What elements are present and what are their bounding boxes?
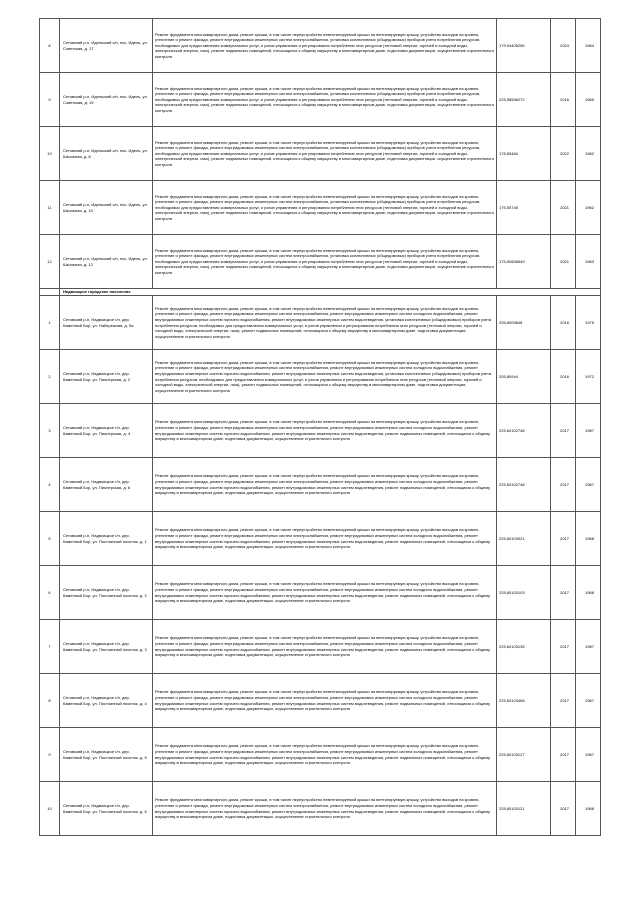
address-cell: Сетовский р-н, Идельский с/п, пос. Идель, ул. Советская, д. 19	[60, 73, 153, 127]
row-number-cell: 2	[40, 350, 60, 404]
build-year-cell: 1967	[576, 674, 601, 728]
cost-cell: 225,60102748	[497, 458, 551, 512]
cost-cell: 225,60103021	[497, 512, 551, 566]
works-cell: Ремонт фундамента многоквартирного дома, ремонт крыши, в том числе переустройство невентилируемой крыши на вентилируемую крышу, устройство выходов на кровлю, утепление и ремонт фасада, ремонт внутридомовых инженерных систем электроснабжения, установка коллективных (общедомовых) приборов учета потребления ресурсов, необходимых для предоставления коммунальных услуг, и узлов управления и регулирования потребления этих ресурсов (тепловой энергии, горячей и холодной воды, электрической энергии, газа), ремонт подвальных помещений, относящихся к общему имуществу в многоквартирном доме, подготовка документации, осуществление строительного контроля	[153, 181, 497, 235]
works-cell: Ремонт фундамента многоквартирного дома, ремонт крыши, в том числе переустройство невентилируемой крыши на вентилируемую крышу, устройство выходов на кровлю, утепление и ремонт фасада, ремонт внутридомовых инженерных систем электроснабжения, ремонт внутридомовых инженерных систем холодного водоснабжения, ремонт внутридомовых инженерных систем горячего водоснабжения, ремонт внутридомовых инженерных систем водоотведения, ремонт подвальных помещений, относящихся к общему имуществу в многоквартирном доме, подготовка документации, осуществление строительного контроля	[153, 674, 497, 728]
address-cell: Сетовский р-н, Надвоицкое г/п, дер. Каменный Бор, ул. Постоянный поселок, д. 4	[60, 674, 153, 728]
cost-cell: 225,60103121	[497, 782, 551, 836]
row-number-cell: 7	[40, 620, 60, 674]
row-number-cell: 6	[40, 566, 60, 620]
cost-cell: 225,58596272	[497, 73, 551, 127]
row-number-cell: 12	[40, 235, 60, 289]
build-year-cell: 1967	[576, 620, 601, 674]
works-cell: Ремонт фундамента многоквартирного дома, ремонт крыши, в том числе переустройство невентилируемой крыши на вентилируемую крышу, устройство выходов на кровлю, утепление и ремонт фасада, ремонт внутридомовых инженерных систем электроснабжения, ремонт внутридомовых инженерных систем холодного водоснабжения, ремонт внутридомовых инженерных систем горячего водоснабжения, ремонт внутридомовых инженерных систем водоотведения, ремонт подвальных помещений, относящихся к общему имуществу в многоквартирном доме, подготовка документации, осуществление строительного контроля	[153, 404, 497, 458]
table-row	[40, 235, 601, 289]
address-cell: Сетовский р-н, Надвоицкое г/п, дер. Каменный Бор, ул. Пионерская, д. 4	[60, 404, 153, 458]
address-cell: Сетовский р-н, Надвоицкое г/п, дер. Каменный Бор, ул. Постоянный поселок, д. 3	[60, 620, 153, 674]
section-header-row	[40, 289, 601, 296]
works-cell: Ремонт фундамента многоквартирного дома, ремонт крыши, в том числе переустройство невентилируемой крыши на вентилируемую крышу, устройство выходов на кровлю, утепление и ремонт фасада, ремонт внутридомовых инженерных систем электроснабжения, установка коллективных (общедомовых) приборов учета потребления ресурсов, необходимых для предоставления коммунальных услуг, и узлов управления и регулирования потребления этих ресурсов (тепловой энергии, горячей и холодной воды, электрической энергии, газа), ремонт подвальных помещений, относящихся к общему имуществу в многоквартирном доме, подготовка документации, осуществление строительного контроля	[153, 127, 497, 181]
repair-year-cell: 2017	[551, 620, 576, 674]
address-cell: Сетовский р-н, Надвоицкое г/п, дер. Каменный Бор, ул. Постоянный поселок, д. 6	[60, 782, 153, 836]
repair-year-cell: 2017	[551, 674, 576, 728]
table-row	[40, 19, 601, 73]
works-cell: Ремонт фундамента многоквартирного дома, ремонт крыши, в том числе переустройство невентилируемой крыши на вентилируемую крышу, устройство выходов на кровлю, утепление и ремонт фасада, ремонт внутридомовых инженерных систем электроснабжения, ремонт внутридомовых инженерных систем холодного водоснабжения, ремонт внутридомовых инженерных систем горячего водоснабжения, ремонт внутридомовых инженерных систем водоотведения, ремонт подвальных помещений, относящихся к общему имуществу в многоквартирном доме, подготовка документации, осуществление строительного контроля	[153, 728, 497, 782]
build-year-cell: 1964	[576, 19, 601, 73]
cost-cell: 175,5574б	[497, 181, 551, 235]
repair-year-cell: 2016	[551, 296, 576, 350]
works-cell: Ремонт фундамента многоквартирного дома, ремонт крыши, в том числе переустройство невентилируемой крыши на вентилируемую крышу, устройство выходов на кровлю, утепление и ремонт фасада, ремонт внутридомовых инженерных систем электроснабжения, ремонт внутридомовых инженерных систем холодного водоснабжения, ремонт внутридомовых инженерных систем горячего водоснабжения, ремонт внутридомовых инженерных систем водоотведения, ремонт подвальных помещений, относящихся к общему имуществу в многоквартирном доме, подготовка документации, осуществление строительного контроля	[153, 566, 497, 620]
works-cell: Ремонт фундамента многоквартирного дома, ремонт крыши, в том числе переустройство невентилируемой крыши на вентилируемую крышу, устройство выходов на кровлю, утепление и ремонт фасада, ремонт внутридомовых инженерных систем электроснабжения, ремонт внутридомовых инженерных систем холодного водоснабжения, ремонт внутридомовых инженерных систем горячего водоснабжения, ремонт внутридомовых инженерных систем водоотведения, установка коллективных (общедомовых) приборов учета потребления ресурсов, необходимых для предоставления коммунальных услуг, и узлов управления и регулирования потребления этих ресурсов (тепловой энергии, горячей и холодной воды, электрической энергии, газа), ремонт подвальных помещений, относящихся к общему имуществу в многоквартирном доме, подготовка документации, осуществление строительного контроля	[153, 296, 497, 350]
table-row	[40, 512, 601, 566]
address-cell: Сетовский р-н, Надвоицкое г/п, дер. Каменный Бор, ул. Пионерская, д. 6	[60, 458, 153, 512]
table-row	[40, 296, 601, 350]
works-cell: Ремонт фундамента многоквартирного дома, ремонт крыши, в том числе переустройство невентилируемой крыши на вентилируемую крышу, устройство выходов на кровлю, утепление и ремонт фасада, ремонт внутридомовых инженерных систем электроснабжения, ремонт внутридомовых инженерных систем холодного водоснабжения, ремонт внутридомовых инженерных систем горячего водоснабжения, ремонт внутридомовых инженерных систем водоотведения, ремонт подвальных помещений, относящихся к общему имуществу в многоквартирном доме, подготовка документации, осуществление строительного контроля	[153, 782, 497, 836]
cost-cell: 175,50606649	[497, 235, 551, 289]
table-row	[40, 350, 601, 404]
section-spacer-cell	[40, 289, 60, 296]
table-row	[40, 620, 601, 674]
build-year-cell: 1968	[576, 512, 601, 566]
works-cell: Ремонт фундамента многоквартирного дома, ремонт крыши, в том числе переустройство невентилируемой крыши на вентилируемую крышу, устройство выходов на кровлю, утепление и ремонт фасада, ремонт внутридомовых инженерных систем электроснабжения, установка коллективных (общедомовых) приборов учета потребления ресурсов, необходимых для предоставления коммунальных услуг, и узлов управления и регулирования потребления этих ресурсов (тепловой энергии, горячей и холодной воды, электрической энергии, газа), ремонт подвальных помещений, относящихся к общему имуществу в многоквартирном доме, подготовка документации, осуществление строительного контроля	[153, 73, 497, 127]
build-year-cell: 1975	[576, 296, 601, 350]
table-row	[40, 728, 601, 782]
row-number-cell: 9	[40, 728, 60, 782]
row-number-cell: 9	[40, 73, 60, 127]
document-page	[39, 18, 600, 836]
address-cell: Сетовский р-н, Надвоицкое г/п, дер. Каменный Бор, ул. Постоянный поселок, д. 1	[60, 512, 153, 566]
row-number-cell: 1	[40, 296, 60, 350]
row-number-cell: 8	[40, 674, 60, 728]
works-cell: Ремонт фундамента многоквартирного дома, ремонт крыши, в том числе переустройство невентилируемой крыши на вентилируемую крышу, устройство выходов на кровлю, утепление и ремонт фасада, ремонт внутридомовых инженерных систем электроснабжения, установка коллективных (общедомовых) приборов учета потребления ресурсов, необходимых для предоставления коммунальных услуг, и узлов управления и регулирования потребления этих ресурсов (тепловой энергии, горячей и холодной воды, электрической энергии, газа), ремонт подвальных помещений, относящихся к общему имуществу в многоквартирном доме, подготовка документации, осуществление строительного контроля	[153, 19, 497, 73]
row-number-cell: 4	[40, 458, 60, 512]
build-year-cell: 1968	[576, 782, 601, 836]
cost-cell: 205,80944	[497, 350, 551, 404]
repair-year-cell: 2022	[551, 127, 576, 181]
repair-year-cell: 2021	[551, 181, 576, 235]
cost-cell: 225,60103127	[497, 728, 551, 782]
works-cell: Ремонт фундамента многоквартирного дома, ремонт крыши, в том числе переустройство невентилируемой крыши на вентилируемую крышу, устройство выходов на кровлю, утепление и ремонт фасада, ремонт внутридомовых инженерных систем электроснабжения, ремонт внутридомовых инженерных систем холодного водоснабжения, ремонт внутридомовых инженерных систем горячего водоснабжения, ремонт внутридомовых инженерных систем водоотведения, ремонт подвальных помещений, относящихся к общему имуществу в многоквартирном доме, подготовка документации, осуществление строительного контроля	[153, 512, 497, 566]
repair-year-cell: 2017	[551, 512, 576, 566]
build-year-cell: 1972	[576, 350, 601, 404]
repair-year-cell: 2017	[551, 566, 576, 620]
address-cell: Сетовский р-н, Надвоицкое г/п, дер. Каменный Бор, ул. Постоянный поселок, д. 2	[60, 566, 153, 620]
row-number-cell: 3	[40, 404, 60, 458]
build-year-cell: 1962	[576, 127, 601, 181]
build-year-cell: 1967	[576, 458, 601, 512]
table-row	[40, 782, 601, 836]
build-year-cell: 1968	[576, 566, 601, 620]
address-cell: Сетовский р-н, Идельский с/п, пос. Идель, ул. Школьная, д. 12	[60, 235, 153, 289]
address-cell: Сетовский р-н, Идельский с/п, пос. Идель, ул. Школьная, д. 10	[60, 181, 153, 235]
cost-cell: 225,60102748	[497, 404, 551, 458]
address-cell: Сетовский р-н, Надвоицкое г/п, дер. Каменный Бор, ул. Постоянный поселок, д. 5	[60, 728, 153, 782]
table-row	[40, 127, 601, 181]
table-body	[40, 19, 601, 836]
address-cell: Сетовский р-н, Идельский с/п, пос. Идель, ул. Школьная, д. 8	[60, 127, 153, 181]
row-number-cell: 11	[40, 181, 60, 235]
works-cell: Ремонт фундамента многоквартирного дома, ремонт крыши, в том числе переустройство невентилируемой крыши на вентилируемую крышу, устройство выходов на кровлю, утепление и ремонт фасада, ремонт внутридомовых инженерных систем электроснабжения, ремонт внутридомовых инженерных систем холодного водоснабжения, ремонт внутридомовых инженерных систем горячего водоснабжения, ремонт внутридомовых инженерных систем водоотведения, ремонт подвальных помещений, относящихся к общему имуществу в многоквартирном доме, подготовка документации, осуществление строительного контроля	[153, 458, 497, 512]
repair-year-cell: 2017	[551, 404, 576, 458]
repair-year-cell: 2016	[551, 350, 576, 404]
table-row	[40, 566, 601, 620]
works-cell: Ремонт фундамента многоквартирного дома, ремонт крыши, в том числе переустройство невентилируемой крыши на вентилируемую крышу, устройство выходов на кровлю, утепление и ремонт фасада, ремонт внутридомовых инженерных систем электроснабжения, ремонт внутридомовых инженерных систем холодного водоснабжения, ремонт внутридомовых инженерных систем горячего водоснабжения, ремонт внутридомовых инженерных систем водоотведения, установка коллективных (общедомовых) приборов учета потребления ресурсов, необходимых для предоставления коммунальных услуг, и узлов управления и регулирования потребления этих ресурсов (тепловой энергии, горячей и холодной воды, электрической энергии, газа), ремонт подвальных помещений, относящихся к общему имуществу в многоквартирном доме, подготовка документации, осуществление строительного контроля	[153, 350, 497, 404]
address-cell: Сетовский р-н, Идельский с/п, пос. Идель, ул. Советская, д. 17	[60, 19, 153, 73]
table-row	[40, 73, 601, 127]
build-year-cell: 1963	[576, 235, 601, 289]
address-cell: Сетовский р-н, Надвоицкое г/п, дер. Каменный Бор, ул. Пионерская, д. 2	[60, 350, 153, 404]
repair-year-cell: 2017	[551, 458, 576, 512]
table-row	[40, 674, 601, 728]
works-cell: Ремонт фундамента многоквартирного дома, ремонт крыши, в том числе переустройство невентилируемой крыши на вентилируемую крышу, устройство выходов на кровлю, утепление и ремонт фасада, ремонт внутридомовых инженерных систем электроснабжения, установка коллективных (общедомовых) приборов учета потребления ресурсов, необходимых для предоставления коммунальных услуг, и узлов управления и регулирования потребления этих ресурсов (тепловой энергии, горячей и холодной воды, электрической энергии, газа), ремонт подвальных помещений, относящихся к общему имуществу в многоквартирном доме, подготовка документации, осуществление строительного контроля	[153, 235, 497, 289]
repair-year-cell: 2021	[551, 235, 576, 289]
table-row	[40, 181, 601, 235]
row-number-cell: 10	[40, 782, 60, 836]
cost-cell: 178,55484	[497, 127, 551, 181]
cost-cell: 179,94405256	[497, 19, 551, 73]
build-year-cell: 1967	[576, 728, 601, 782]
row-number-cell: 5	[40, 512, 60, 566]
cost-cell: 225,60103135	[497, 620, 551, 674]
cost-cell: 225,60103468	[497, 674, 551, 728]
section-title: Надвоицкое городское поселение	[60, 289, 601, 296]
repair-year-cell: 2016	[551, 73, 576, 127]
table-row	[40, 458, 601, 512]
repair-year-cell: 2017	[551, 782, 576, 836]
cost-cell: 205,8009848	[497, 296, 551, 350]
repair-year-cell: 2024	[551, 19, 576, 73]
row-number-cell: 10	[40, 127, 60, 181]
works-cell: Ремонт фундамента многоквартирного дома, ремонт крыши, в том числе переустройство невентилируемой крыши на вентилируемую крышу, устройство выходов на кровлю, утепление и ремонт фасада, ремонт внутридомовых инженерных систем электроснабжения, ремонт внутридомовых инженерных систем холодного водоснабжения, ремонт внутридомовых инженерных систем горячего водоснабжения, ремонт внутридомовых инженерных систем водоотведения, ремонт подвальных помещений, относящихся к общему имуществу в многоквартирном доме, подготовка документации, осуществление строительного контроля	[153, 620, 497, 674]
table-row	[40, 404, 601, 458]
repair-year-cell: 2017	[551, 728, 576, 782]
cost-cell: 225,60103103	[497, 566, 551, 620]
capital-repair-table	[39, 18, 601, 836]
row-number-cell: 8	[40, 19, 60, 73]
address-cell: Сетовский р-н, Надвоицкое г/п, дер. Каменный Бор, ул. Набережная, д. 9а	[60, 296, 153, 350]
build-year-cell: 1967	[576, 404, 601, 458]
build-year-cell: 1962	[576, 181, 601, 235]
build-year-cell: 1965	[576, 73, 601, 127]
